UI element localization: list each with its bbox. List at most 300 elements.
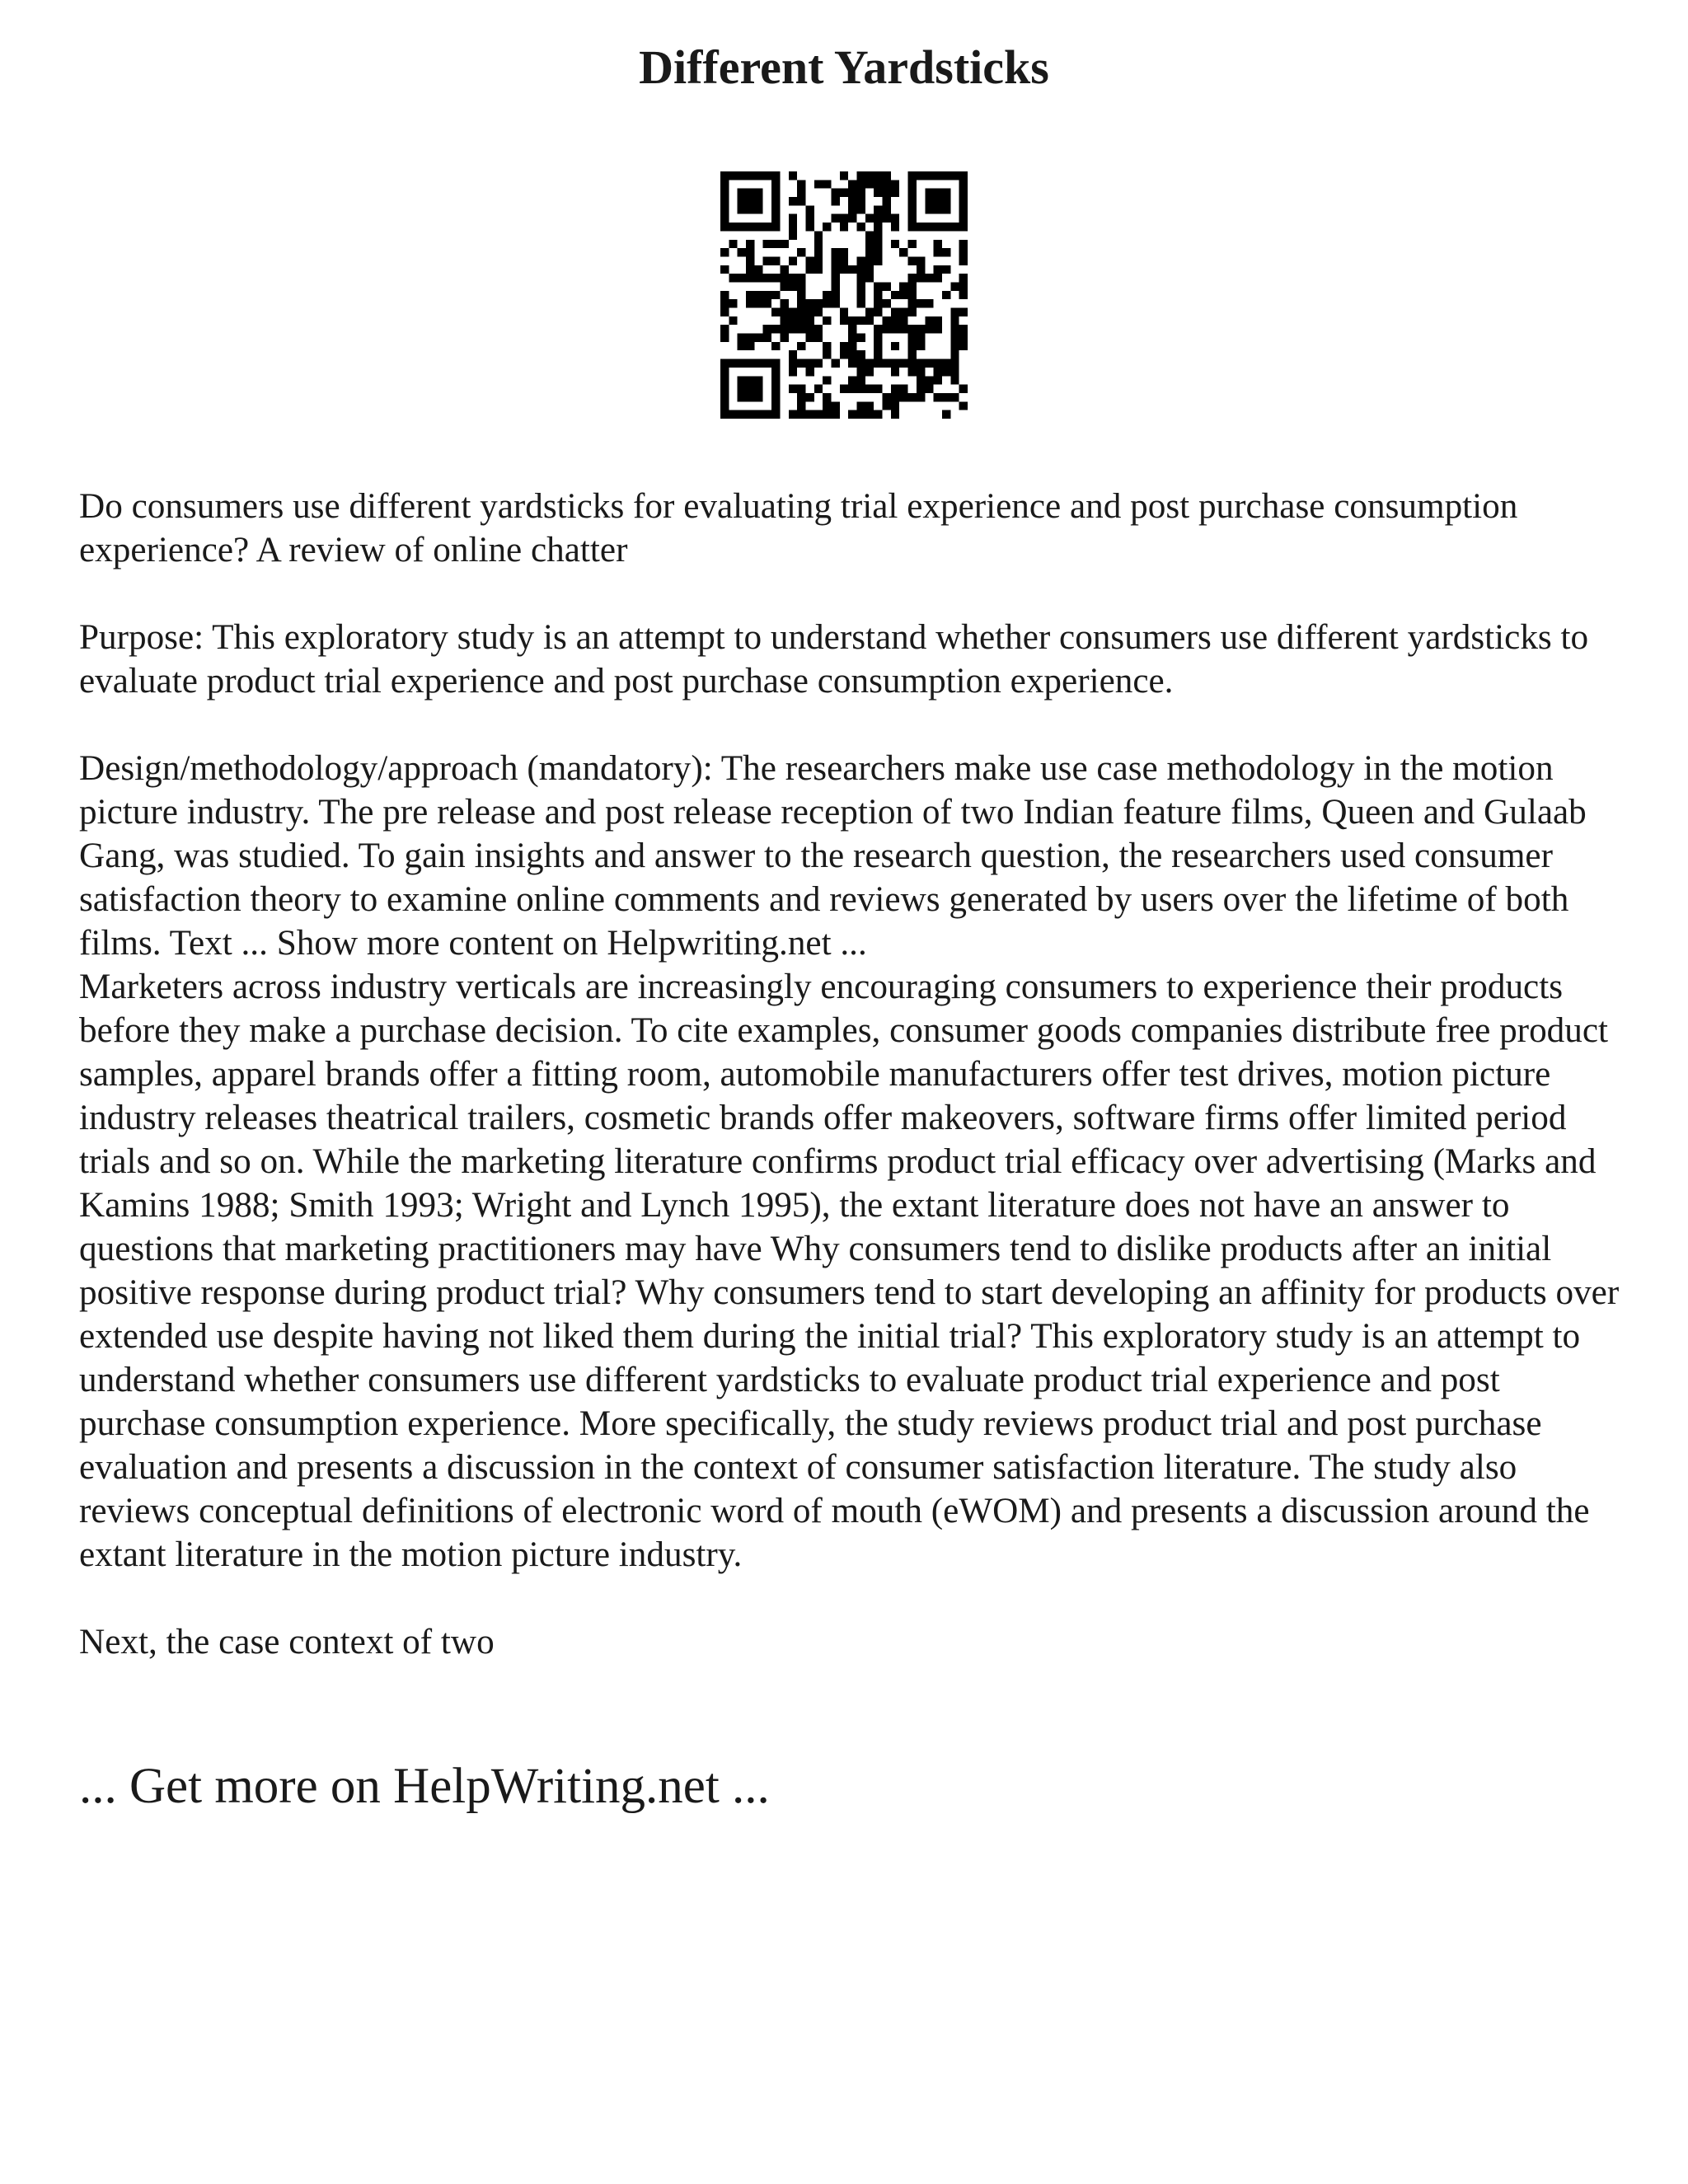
- qr-module: [763, 171, 771, 180]
- qr-module: [908, 334, 917, 342]
- qr-module: [865, 359, 874, 368]
- qr-module: [891, 291, 899, 299]
- qr-module: [831, 401, 839, 410]
- qr-module: [857, 205, 865, 213]
- qr-module: [797, 248, 805, 256]
- qr-module: [848, 325, 856, 333]
- qr-module: [763, 299, 771, 307]
- qr-module: [746, 265, 754, 274]
- qr-module: [908, 359, 917, 368]
- purpose-paragraph: Purpose: This exploratory study is an attempt to understand whether consumers use different yardsticks to evaluate product trial experience and post purchase consumption experience.: [79, 618, 1589, 701]
- qr-module: [874, 282, 882, 290]
- qr-module: [917, 393, 925, 401]
- qr-module: [942, 410, 950, 419]
- qr-module: [917, 274, 925, 282]
- qr-module: [934, 393, 942, 401]
- qr-module: [754, 274, 762, 282]
- qr-module: [831, 282, 839, 290]
- qr-module: [797, 342, 805, 350]
- qr-module: [857, 197, 865, 205]
- qr-module: [925, 385, 933, 393]
- qr-module: [754, 171, 762, 180]
- qr-module: [857, 316, 865, 325]
- qr-module: [874, 359, 882, 368]
- qr-module: [917, 385, 925, 393]
- qr-module: [789, 350, 797, 359]
- qr-module: [891, 189, 899, 197]
- qr-module: [814, 410, 823, 419]
- qr-module: [959, 291, 968, 299]
- qr-module: [771, 205, 780, 213]
- qr-module: [763, 325, 771, 333]
- qr-module: [746, 299, 754, 307]
- qr-module: [754, 393, 762, 401]
- qr-module: [831, 189, 839, 197]
- qr-module: [891, 410, 899, 419]
- qr-module: [874, 350, 882, 359]
- qr-module: [857, 291, 865, 299]
- qr-module: [780, 299, 788, 307]
- qr-module: [771, 223, 780, 231]
- qr-module: [805, 214, 814, 223]
- qr-module: [942, 189, 950, 197]
- qr-module: [891, 393, 899, 401]
- qr-module: [771, 368, 780, 376]
- qr-module: [934, 248, 942, 256]
- qr-module: [874, 291, 882, 299]
- qr-module: [840, 385, 848, 393]
- qr-module: [874, 299, 882, 307]
- qr-module: [823, 393, 831, 401]
- qr-module: [874, 240, 882, 248]
- qr-module: [950, 342, 959, 350]
- qr-module: [950, 368, 959, 376]
- qr-module: [746, 342, 754, 350]
- qr-module: [763, 410, 771, 419]
- qr-module: [720, 393, 729, 401]
- qr-module: [934, 189, 942, 197]
- qr-module: [891, 308, 899, 316]
- qr-module: [780, 282, 788, 290]
- qr-module: [950, 282, 959, 290]
- qr-module: [789, 359, 797, 368]
- qr-module: [763, 274, 771, 282]
- qr-module: [789, 385, 797, 393]
- qr-module: [720, 265, 729, 274]
- qr-module: [934, 359, 942, 368]
- qr-module: [720, 214, 729, 223]
- qr-module: [771, 393, 780, 401]
- qr-module: [789, 214, 797, 223]
- qr-module: [814, 385, 823, 393]
- qr-module: [805, 223, 814, 231]
- qr-module: [899, 359, 907, 368]
- qr-module: [763, 223, 771, 231]
- qr-module: [942, 223, 950, 231]
- qr-module: [874, 231, 882, 239]
- qr-module: [771, 401, 780, 410]
- qr-module: [797, 316, 805, 325]
- qr-module: [797, 385, 805, 393]
- qr-module: [857, 299, 865, 307]
- qr-module: [848, 189, 856, 197]
- qr-module: [831, 410, 839, 419]
- qr-module: [814, 308, 823, 316]
- qr-module: [934, 205, 942, 213]
- qr-module: [857, 385, 865, 393]
- qr-module: [865, 316, 874, 325]
- qr-module: [823, 410, 831, 419]
- qr-module: [874, 248, 882, 256]
- qr-module: [917, 359, 925, 368]
- qr-module: [959, 205, 968, 213]
- qr-module: [805, 299, 814, 307]
- document-title: Different Yardsticks: [639, 40, 1049, 94]
- qr-module: [720, 359, 729, 368]
- qr-module: [746, 189, 754, 197]
- qr-module: [908, 256, 917, 265]
- qr-module: [746, 240, 754, 248]
- qr-module: [865, 410, 874, 419]
- qr-module: [797, 180, 805, 188]
- qr-module: [899, 248, 907, 256]
- qr-module: [874, 205, 882, 213]
- qr-module: [823, 223, 831, 231]
- qr-module: [883, 359, 891, 368]
- qr-module: [789, 316, 797, 325]
- qr-module: [959, 197, 968, 205]
- qr-module: [959, 282, 968, 290]
- qr-module: [720, 205, 729, 213]
- qr-module: [805, 308, 814, 316]
- qr-module: [883, 171, 891, 180]
- qr-module: [805, 316, 814, 325]
- qr-module: [771, 385, 780, 393]
- qr-module: [865, 368, 874, 376]
- qr-module: [899, 316, 907, 325]
- qr-module: [950, 223, 959, 231]
- qr-module: [925, 359, 933, 368]
- qr-module: [908, 205, 917, 213]
- qr-module: [950, 171, 959, 180]
- qr-module: [840, 265, 848, 274]
- qr-module: [857, 265, 865, 274]
- qr-module: [797, 410, 805, 419]
- qr-module: [848, 410, 856, 419]
- qr-module: [805, 256, 814, 265]
- qr-module: [865, 214, 874, 223]
- qr-module: [814, 248, 823, 256]
- qr-module: [865, 274, 874, 282]
- qr-module: [729, 223, 737, 231]
- qr-module: [865, 256, 874, 265]
- qr-module: [771, 410, 780, 419]
- qr-module: [908, 368, 917, 376]
- qr-module: [738, 385, 746, 393]
- qr-module: [865, 180, 874, 188]
- qr-module: [720, 171, 729, 180]
- qr-module: [771, 359, 780, 368]
- qr-module: [831, 248, 839, 256]
- qr-module: [754, 359, 762, 368]
- qr-module: [934, 240, 942, 248]
- qr-module: [857, 376, 865, 384]
- qr-module: [934, 274, 942, 282]
- qr-module: [746, 385, 754, 393]
- qr-module: [814, 240, 823, 248]
- qr-module: [780, 240, 788, 248]
- qr-module: [848, 316, 856, 325]
- qr-module: [720, 325, 729, 333]
- qr-module: [840, 214, 848, 223]
- qr-module: [738, 205, 746, 213]
- qr-module: [805, 359, 814, 368]
- qr-module: [891, 316, 899, 325]
- qr-module: [771, 308, 780, 316]
- qr-module: [840, 350, 848, 359]
- qr-module: [797, 401, 805, 410]
- qr-module: [917, 368, 925, 376]
- qr-module: [857, 171, 865, 180]
- qr-module: [746, 410, 754, 419]
- qr-module: [891, 385, 899, 393]
- qr-module: [942, 359, 950, 368]
- qr-module: [771, 240, 780, 248]
- qr-module: [805, 368, 814, 376]
- qr-module: [840, 342, 848, 350]
- qr-module: [738, 376, 746, 384]
- qr-module: [814, 265, 823, 274]
- qr-module: [950, 393, 959, 401]
- qr-module: [925, 316, 933, 325]
- qr-module: [771, 214, 780, 223]
- qr-module: [746, 274, 754, 282]
- qr-module: [831, 197, 839, 205]
- qr-module: [805, 334, 814, 342]
- qr-module: [848, 180, 856, 188]
- qr-code-icon: [720, 171, 968, 419]
- qr-module: [720, 401, 729, 410]
- qr-module: [840, 308, 848, 316]
- qr-module: [865, 401, 874, 410]
- qr-module: [814, 359, 823, 368]
- qr-module: [746, 393, 754, 401]
- qr-module: [899, 393, 907, 401]
- qr-module: [959, 180, 968, 188]
- qr-module: [729, 171, 737, 180]
- qr-module: [848, 334, 856, 342]
- qr-module: [754, 205, 762, 213]
- qr-module: [771, 274, 780, 282]
- qr-module: [780, 265, 788, 274]
- qr-module: [823, 180, 831, 188]
- qr-module: [789, 325, 797, 333]
- qr-module: [883, 316, 891, 325]
- qr-module: [925, 197, 933, 205]
- qr-module: [720, 223, 729, 231]
- qr-module: [908, 180, 917, 188]
- qr-module: [754, 197, 762, 205]
- qr-module: [934, 376, 942, 384]
- qr-module: [959, 401, 968, 410]
- qr-module: [746, 359, 754, 368]
- methodology-paragraph: Design/methodology/approach (mandatory): The researchers make use case methodology in the motion picture industry. The pre release and post release reception of two Indian feature films, Queen and Gulaab Gang, was studied. To gain insights and answer to the research question, the researchers used consumer satisfaction theory to examine online comments and reviews generated by users over the lifetime of both films. Text ... Show more content on Helpwriting.net ...: [79, 749, 1587, 963]
- qr-module: [874, 223, 882, 231]
- qr-module: [738, 359, 746, 368]
- qr-module: [857, 274, 865, 282]
- qr-module: [831, 265, 839, 274]
- qr-module: [908, 308, 917, 316]
- qr-module: [934, 325, 942, 333]
- qr-module: [883, 393, 891, 401]
- qr-module: [917, 376, 925, 384]
- qr-module: [848, 350, 856, 359]
- qr-module: [746, 205, 754, 213]
- qr-module: [789, 256, 797, 265]
- qr-module: [959, 308, 968, 316]
- qr-module: [754, 223, 762, 231]
- qr-module: [720, 248, 729, 256]
- qr-module: [771, 291, 780, 299]
- qr-module: [754, 385, 762, 393]
- qr-module: [789, 368, 797, 376]
- qr-module: [908, 223, 917, 231]
- qr-module: [908, 299, 917, 307]
- qr-module: [771, 342, 780, 350]
- qr-module: [908, 342, 917, 350]
- qr-module: [720, 368, 729, 376]
- qr-module: [797, 359, 805, 368]
- qr-module: [771, 325, 780, 333]
- qr-module: [959, 240, 968, 248]
- qr-module: [908, 240, 917, 248]
- qr-module: [959, 325, 968, 333]
- qr-module: [823, 316, 831, 325]
- qr-module: [942, 248, 950, 256]
- qr-module: [729, 316, 737, 325]
- qr-module: [883, 180, 891, 188]
- qr-module: [857, 368, 865, 376]
- get-more-link[interactable]: ... Get more on HelpWriting.net ...: [79, 1759, 770, 1814]
- qr-module: [917, 334, 925, 342]
- qr-module: [729, 359, 737, 368]
- qr-module: [738, 248, 746, 256]
- qr-module: [831, 299, 839, 307]
- qr-module: [814, 231, 823, 239]
- qr-module: [797, 393, 805, 401]
- qr-module: [908, 214, 917, 223]
- qr-module: [883, 197, 891, 205]
- qr-module: [950, 325, 959, 333]
- qr-module: [908, 350, 917, 359]
- qr-module: [865, 265, 874, 274]
- qr-module: [754, 410, 762, 419]
- qr-module: [917, 299, 925, 307]
- qr-module: [738, 393, 746, 401]
- qr-module: [738, 410, 746, 419]
- qr-module: [891, 325, 899, 333]
- qr-module: [720, 197, 729, 205]
- qr-module: [840, 256, 848, 265]
- qr-module: [908, 274, 917, 282]
- qr-module: [814, 334, 823, 342]
- qr-module: [959, 223, 968, 231]
- qr-module: [797, 325, 805, 333]
- qr-module: [805, 325, 814, 333]
- qr-module: [797, 189, 805, 197]
- qr-module: [805, 393, 814, 401]
- qr-module: [865, 308, 874, 316]
- qr-module: [934, 368, 942, 376]
- qr-module: [720, 189, 729, 197]
- qr-module: [959, 334, 968, 342]
- qr-module: [883, 189, 891, 197]
- qr-module: [848, 197, 856, 205]
- qr-module: [891, 214, 899, 223]
- qr-module: [883, 401, 891, 410]
- qr-module: [789, 231, 797, 239]
- qr-module: [789, 223, 797, 231]
- qr-module: [942, 205, 950, 213]
- qr-module: [874, 180, 882, 188]
- qr-module: [797, 308, 805, 316]
- qr-module: [763, 359, 771, 368]
- qr-module: [917, 256, 925, 265]
- qr-module: [925, 274, 933, 282]
- qr-module: [959, 385, 968, 393]
- qr-module: [823, 299, 831, 307]
- qr-module: [848, 214, 856, 223]
- qr-module: [925, 189, 933, 197]
- qr-module: [848, 385, 856, 393]
- qr-module: [797, 299, 805, 307]
- qr-module: [857, 359, 865, 368]
- qr-module: [874, 171, 882, 180]
- qr-module: [857, 256, 865, 265]
- qr-module: [857, 334, 865, 342]
- qr-module: [738, 189, 746, 197]
- qr-module: [942, 197, 950, 205]
- qr-module: [789, 171, 797, 180]
- qr-module: [823, 401, 831, 410]
- qr-module: [865, 171, 874, 180]
- qr-module: [950, 350, 959, 359]
- qr-module: [917, 223, 925, 231]
- qr-module: [925, 299, 933, 307]
- qr-module: [917, 342, 925, 350]
- qr-module: [934, 223, 942, 231]
- qr-module: [908, 325, 917, 333]
- qr-module: [746, 256, 754, 265]
- qr-module: [874, 385, 882, 393]
- qr-module: [780, 308, 788, 316]
- qr-module: [959, 214, 968, 223]
- qr-module: [934, 265, 942, 274]
- qr-module: [729, 299, 737, 307]
- qr-module: [874, 410, 882, 419]
- qr-module: [899, 291, 907, 299]
- qr-module: [891, 180, 899, 188]
- qr-module: [746, 334, 754, 342]
- qr-module: [738, 274, 746, 282]
- qr-module: [720, 291, 729, 299]
- qr-module: [874, 334, 882, 342]
- qr-module: [814, 299, 823, 307]
- qr-module: [763, 291, 771, 299]
- qr-module: [840, 223, 848, 231]
- qr-module: [823, 376, 831, 384]
- qr-module: [865, 231, 874, 239]
